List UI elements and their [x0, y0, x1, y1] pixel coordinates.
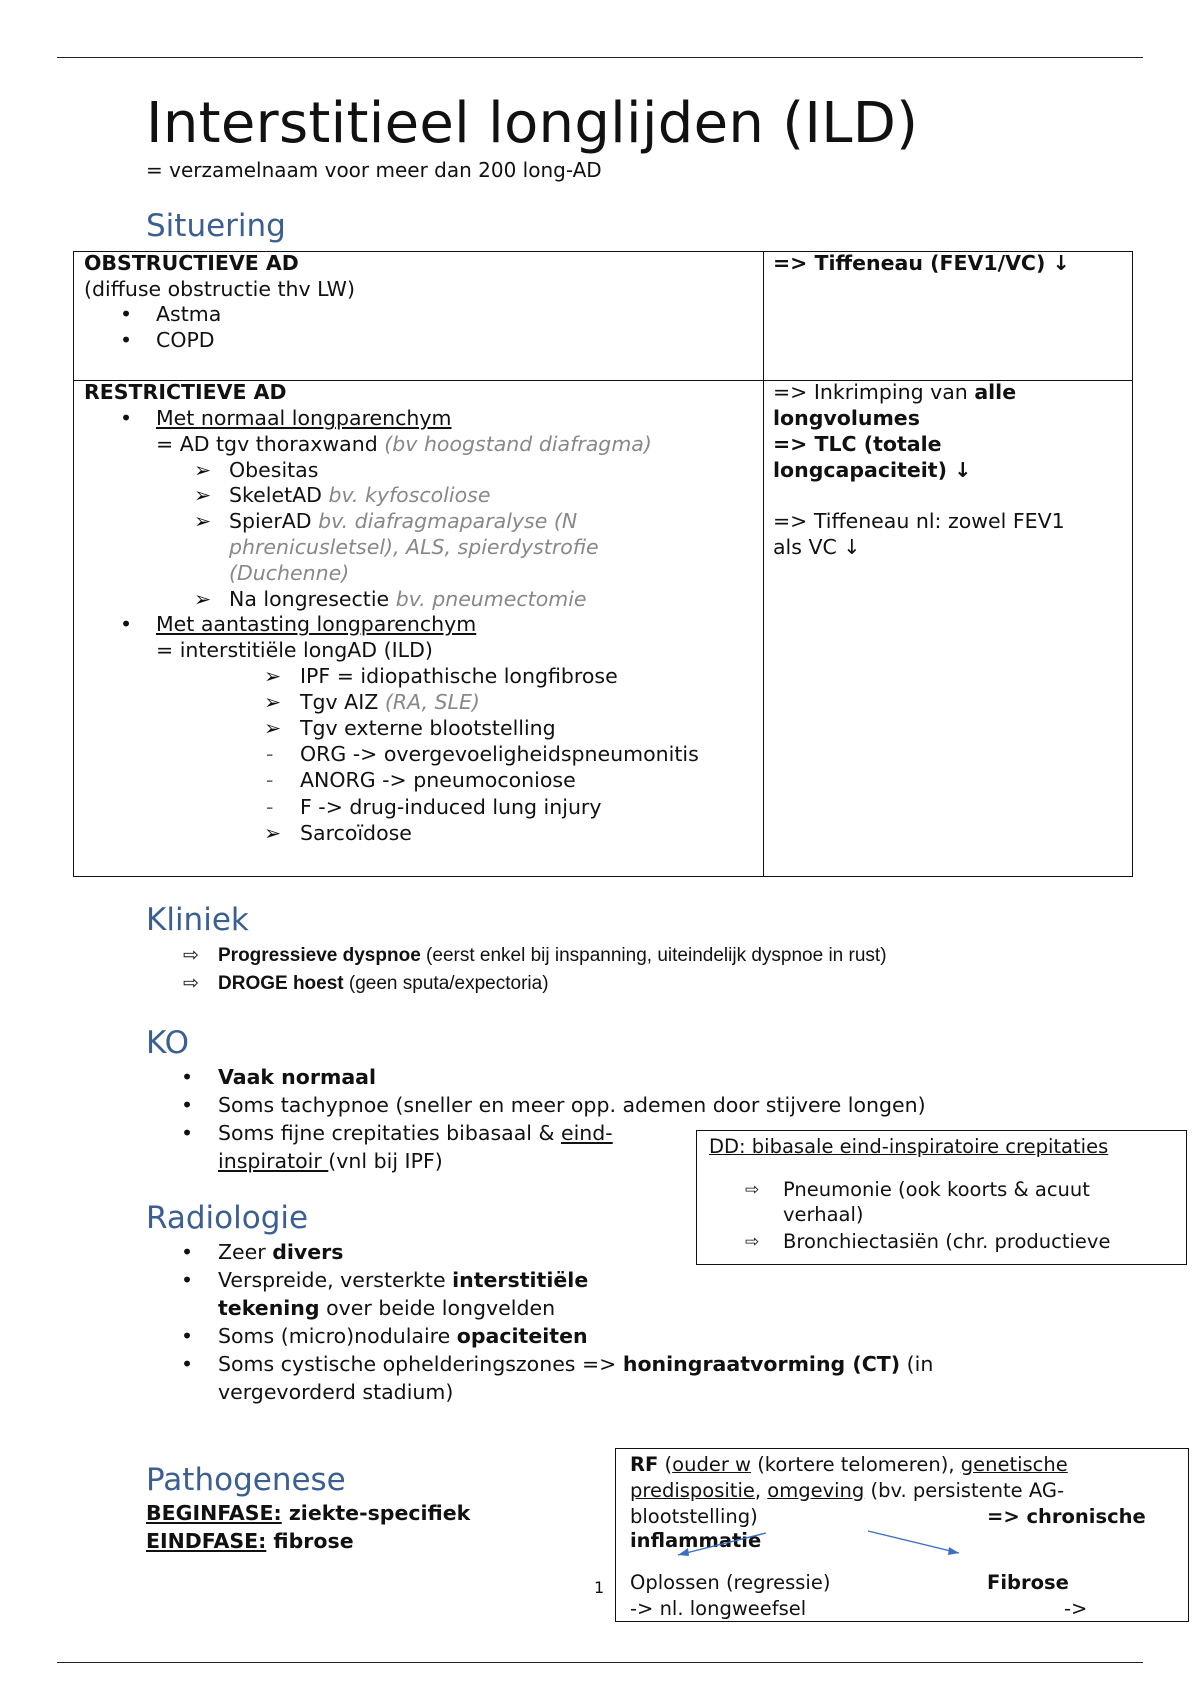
arrow-to-regressie	[678, 1533, 766, 1555]
rf-line-3: blootstelling)	[630, 1505, 758, 1528]
dash-bullet: -	[266, 795, 274, 819]
arrow-bullet-icon: ➢	[194, 483, 212, 507]
kliniek-item: Progressieve dyspnoe (eerst enkel bij inspanning, uiteindelijk dyspnoe in rust)	[218, 945, 887, 966]
dash-bullet: -	[266, 768, 274, 792]
rf-line-1: RF (ouder w (kortere telomeren), genetische	[630, 1453, 1068, 1476]
beginfase: BEGINFASE: ziekte-specifiek	[146, 1501, 471, 1525]
ko-item: Soms fijne crepitaties bibasaal & eind-	[218, 1121, 613, 1145]
aantasting-subitem: F -> drug-induced lung injury	[300, 795, 602, 819]
rf-line-6-left: -> nl. longweefsel	[630, 1597, 807, 1620]
ko-item-cont: inspiratoir (vnl bij IPF)	[218, 1149, 443, 1173]
aantasting-item: Tgv externe blootstelling	[300, 716, 556, 740]
page-title: Interstitieel longlijden (ILD)	[146, 91, 919, 156]
aantasting-item: Sarcoïdose	[300, 821, 412, 845]
restrictief-right-2: longvolumes	[773, 406, 920, 430]
arrow-to-fibrose	[868, 1531, 959, 1553]
normaal-item-cont: (Duchenne)	[229, 561, 350, 585]
arrow-bullet-icon: ➢	[264, 716, 282, 740]
rf-line-4: inflammatie	[630, 1529, 762, 1552]
rf-line-2: predispositie, omgeving (bv. persistente AG-	[630, 1479, 1065, 1502]
obstructief-item: Astma	[156, 302, 222, 326]
bottom-rule	[57, 1662, 1143, 1663]
radiologie-item: Zeer divers	[218, 1240, 344, 1264]
arrow-bullet-icon: ➢	[264, 821, 282, 845]
bullet: •	[181, 1352, 194, 1376]
rf-line-3-right: => chronische	[987, 1505, 1146, 1528]
dd-item-cont: verhaal)	[783, 1203, 864, 1226]
normaal-item: SkeletAD bv. kyfoscoliose	[229, 483, 491, 507]
normaal-item: Na longresectie bv. pneumectomie	[229, 587, 587, 611]
aantasting-label: Met aantasting longparenchym	[156, 612, 477, 636]
page-subtitle: = verzamelnaam voor meer dan 200 long-AD	[146, 158, 602, 182]
radiologie-item: Soms cystische ophelderingszones => honingraatvorming (CT) (in	[218, 1352, 934, 1376]
dash-bullet: -	[266, 742, 274, 766]
ko-item: Soms tachypnoe (sneller en meer opp. ademen door stijvere longen)	[218, 1093, 926, 1117]
radiologie-item-cont: vergevorderd stadium)	[218, 1380, 454, 1404]
bullet: •	[181, 1093, 194, 1117]
aantasting-desc: = interstitiële longAD (ILD)	[156, 638, 433, 662]
restrictief-title: RESTRICTIEVE AD	[84, 380, 287, 404]
bullet: •	[181, 1324, 194, 1348]
kliniek-heading: Kliniek	[146, 902, 249, 938]
arrowhead	[948, 1547, 959, 1555]
hollow-arrow-icon: ⇨	[183, 945, 199, 966]
arrow-bullet-icon: ➢	[264, 664, 282, 688]
normaal-item: SpierAD bv. diafragmaparalyse (N	[229, 509, 578, 533]
bullet: •	[181, 1240, 194, 1264]
arrow-bullet-icon: ➢	[264, 690, 282, 714]
situering-heading: Situering	[146, 208, 286, 244]
arrow-bullet-icon: ➢	[194, 587, 212, 611]
bullet: •	[120, 612, 133, 636]
eindfase: EINDFASE: fibrose	[146, 1529, 354, 1553]
obstructief-title: OBSTRUCTIEVE AD	[84, 251, 299, 275]
normaal-item: Obesitas	[229, 458, 319, 482]
dd-item: Bronchiectasiën (chr. productieve	[783, 1230, 1111, 1253]
arrowhead	[678, 1548, 689, 1556]
obstructief-desc: (diffuse obstructie thv LW)	[84, 277, 355, 301]
restrictief-right-6: als VC ↓	[773, 535, 861, 559]
pathogenese-heading: Pathogenese	[146, 1462, 346, 1498]
arrow-bullet-icon: ➢	[194, 458, 212, 482]
table-column-divider	[763, 252, 764, 876]
restrictief-right-5: => Tiffeneau nl: zowel FEV1	[773, 509, 1065, 533]
situering-table	[73, 251, 1133, 877]
dd-box	[696, 1130, 1187, 1265]
dd-item: Pneumonie (ook koorts & acuut	[783, 1178, 1090, 1201]
aantasting-subitem: ANORG -> pneumoconiose	[300, 768, 576, 792]
ko-heading: KO	[146, 1025, 190, 1061]
arrow-bullet-icon: ➢	[194, 509, 212, 533]
normaal-item-cont: phrenicusletsel), ALS, spierdystrofie	[229, 535, 599, 559]
bullet: •	[120, 406, 133, 430]
rf-line-5-left: Oplossen (regressie)	[630, 1571, 831, 1594]
restrictief-right-3: => TLC (totale	[773, 432, 942, 456]
bullet: •	[181, 1065, 194, 1089]
bullet: •	[181, 1121, 194, 1145]
radiologie-item: Verspreide, versterkte interstitiële	[218, 1268, 589, 1292]
hollow-arrow-icon: ⇨	[745, 1232, 760, 1252]
aantasting-item: Tgv AIZ (RA, SLE)	[300, 690, 480, 714]
obstructief-item: COPD	[156, 328, 215, 352]
restrictief-right-1: => Inkrimping van alle	[773, 380, 1017, 404]
aantasting-subitem: ORG -> overgevoeligheidspneumonitis	[300, 742, 699, 766]
normaal-label: Met normaal longparenchym	[156, 406, 452, 430]
radiologie-item-cont: tekening over beide longvelden	[218, 1296, 556, 1320]
aantasting-item: IPF = idiopathische longfibrose	[300, 664, 618, 688]
ko-item: Vaak normaal	[218, 1065, 377, 1089]
radiologie-heading: Radiologie	[146, 1200, 309, 1236]
hollow-arrow-icon: ⇨	[183, 973, 199, 994]
dd-title: DD: bibasale eind-inspiratoire crepitaties	[709, 1135, 1109, 1158]
bullet: •	[120, 328, 133, 352]
bullet: •	[181, 1268, 194, 1292]
restrictief-right-4: longcapaciteit) ↓	[773, 458, 972, 482]
normaal-desc: = AD tgv thoraxwand (bv hoogstand diafragma)	[156, 432, 652, 456]
kliniek-item: DROGE hoest (geen sputa/expectoria)	[218, 973, 549, 994]
rf-box	[615, 1448, 1189, 1622]
rf-line-6-right: ->	[1064, 1597, 1088, 1620]
radiologie-item: Soms (micro)nodulaire opaciteiten	[218, 1324, 588, 1348]
page-number: 1	[594, 1578, 605, 1597]
rf-line-5-right: Fibrose	[987, 1571, 1069, 1594]
obstructief-right: => Tiffeneau (FEV1/VC) ↓	[773, 251, 1070, 275]
hollow-arrow-icon: ⇨	[745, 1180, 760, 1200]
bullet: •	[120, 302, 133, 326]
top-rule	[57, 57, 1143, 58]
